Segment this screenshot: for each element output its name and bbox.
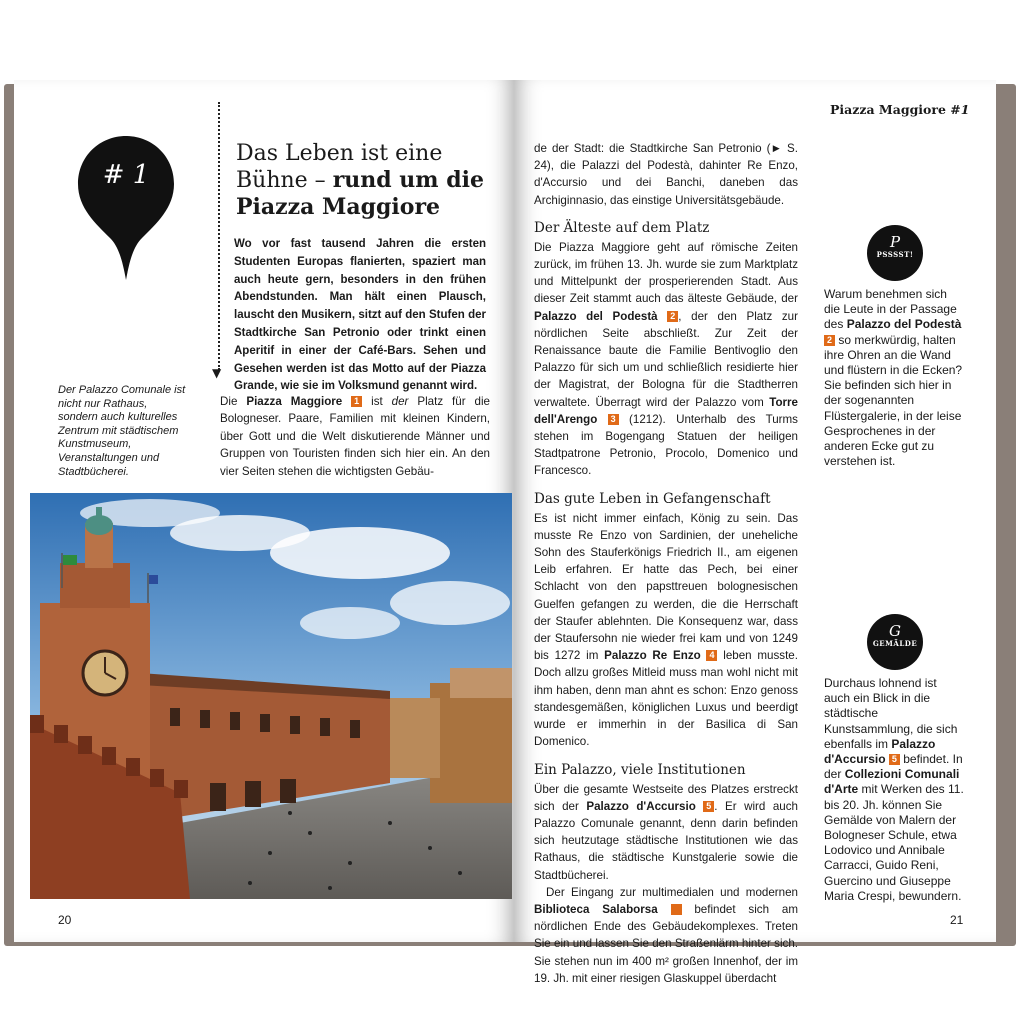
paragraph: Über die gesamte Westseite des Platzes erstreckt sich der Palazzo d'Accursio 5 . Er wird auch Palazzo Comunale genannt, denn darin befinden sich heutzutage städtische Institutionen wie das Rathaus, die städtische Kunstgalerie sowie die Stadtbücherei.: [534, 782, 798, 882]
location-number-badge: 5: [889, 754, 900, 765]
place-name: Collezioni Comunali d'Arte: [824, 767, 960, 797]
paragraph: Die Piazza Maggiore geht auf römische Zeiten zurück, im frühen 13. Jh. wurde sie zum Marktplatz und Mittelpunkt der prosperierenden Stadt. Aus dieser Zeit stammt auch das älteste Gebäude, der Palazzo del Podestà 2 , der den Platz zur nördlichen Seite abschließt. Zur Zeit der Renaissance baute die Familie Bentivoglio den Palazzo für sich um und schließlich residierte hier der Magistrat, der Bologna für die Stadtherren verwaltete. Überragt wird der Palazzo vom Torre dell'Arengo 3 (1212). Unterhalb des Turms stehen im Bogengang Statuen der heiligen Stadtpatrone Petronio, Procolo, Domenico und Francesco.: [534, 240, 798, 478]
title-bold: rund um die Piazza Maggiore: [236, 167, 484, 220]
section-heading: Ein Palazzo, viele Institutionen: [534, 761, 746, 778]
lead-paragraph: Wo vor fast tausend Jahren die ersten Studenten Europas flanierten, spaziert man auch heute gern, besonders in den frühen Abendstunden. Man hält einen Plausch, lauscht den Musikern, sitzt auf den Stufen der Stadtkirche San Petronio oder trinkt einen Aperitif in einer der Café-Bars. Sehen und Gesehen werden ist das Motto auf der Piazza Grande, wie sie im Volksmund genannt wird.: [234, 238, 486, 393]
section-heading: Das gute Leben in Gefangenschaft: [534, 490, 771, 507]
place-name: Palazzo del Podestà: [534, 309, 658, 323]
paragraph: Der Eingang zur multimedialen und modernen Biblioteca Salaborsa 6 befindet sich am nördlichen Ende des Gebäudekomplexes. Treten Sie ein und lassen Sie den Straßenlärm hinter sich. Sie stehen nun im 400 m² großen Innenhof, der im 19. Jh. mit einer riesigen Glaskuppel überdacht: [534, 885, 798, 985]
section-heading: Der Älteste auf dem Platz: [534, 219, 710, 236]
tip-text-gemaelde: Durchaus lohnend ist auch ein Blick in die städtische Kunstsammlung, die sich ebenfalls im Palazzo d'Accursio 5 befindet. In der Collezioni Comunali d'Arte mit Werken des 11. bis 20. Jh. können Sie Gemälde von Malern der Bologneser Schule, etwa Lodovico und Annibale Carracci, Guido Reni, Guercino und Giuseppe Maria Crespi, bewundern.: [824, 676, 964, 903]
place-name: Palazzo d'Accursio: [586, 799, 696, 813]
location-number-badge: 2: [824, 335, 835, 346]
location-number-badge: 2: [667, 311, 678, 322]
gemaelde-tip-icon: G GEMÄLDE: [867, 614, 923, 670]
place-name: Torre dell'Arengo: [534, 395, 798, 426]
place-name: Palazzo del Podestà: [846, 317, 962, 332]
location-marker-icon: [76, 134, 176, 282]
paragraph: Es ist nicht immer einfach, König zu sein. Das musste Re Enzo von Sardinien, der uneheliche Sohn des Stauferkönigs Friedrich II., am eigenen Leib erfahren. Er hatte das Pech, bei einer Schlacht von den papsttreuen bolognesischen Guelfen gefangen zu werden, die die Herrschaft der Staufer ablehnten. Die Konsequenz war, dass der Staufersohn nie wieder frei kam und von 1249 bis 1272 im Palazzo Re Enzo 4 leben musste. Doch allzu großes Mitleid muss man wohl nicht mit ihm haben, denn man ahnt es schon: Enzo genoss standesgemäßen, königlichen Luxus und beerdigt wurde er immerhin in der Basilica di San Domenico.: [534, 511, 798, 749]
location-number-badge: 1: [351, 396, 362, 407]
tip-text-pssst: Warum benehmen sich die Leute in der Passage des Palazzo del Podestà 2 so merkwürdig, halten ihre Ohren an die Wand und flüstern in die Ecken? Sie befinden sich hier in der sogenannten Flüstergalerie, in der leise Gesprochenes in der anderen Ecke gut zu verstehen ist.: [824, 287, 963, 469]
chapter-title: [236, 140, 506, 221]
title-regular: Das Leben ist eine Bühne –: [236, 141, 443, 193]
dotted-divider: [218, 102, 220, 370]
place-name: Palazzo Re Enzo: [604, 649, 701, 663]
page-number-left: 20: [58, 913, 72, 927]
place-name: Palazzo d'Accursio: [824, 736, 936, 767]
pssst-tip-icon: P PSSSST!: [867, 225, 923, 281]
main-column: [534, 140, 798, 987]
location-number-badge: 6: [671, 904, 682, 915]
running-head: Piazza Maggiore #1: [830, 102, 970, 117]
chapter-marker-label: # 1: [102, 160, 150, 190]
piazza-photo: [30, 493, 512, 899]
location-number-badge: 4: [706, 650, 717, 661]
location-number-badge: 3: [608, 414, 619, 425]
location-number-badge: 5: [703, 801, 714, 812]
continuation-text: de der Stadt: die Stadtkirche San Petronio (► S. 24), die Palazzi del Podestà, dahinter Re Enzo, d'Accursio und dei Banchi, daneben das Archiginnasio, das einstige Universitätsgebäude.: [534, 142, 798, 207]
photo-caption: Der Palazzo Comunale ist nicht nur Rathaus, sondern auch kulturelles Zentrum mit städtischem Kunstmuseum, Veranstaltungen und Stadtbücherei.: [58, 384, 186, 478]
place-name: Piazza Maggiore: [246, 395, 343, 408]
arrow-down-icon: ▼: [212, 366, 222, 380]
body-text-left: Die Piazza Maggiore 1 ist der Platz für die Bologneser. Paare, Familien mit kleinen Kindern, über Gott und die Welt diskutierende Männer und Gruppen von Touristen finden sich hier ein. An den vier Seiten stehen die wichtigsten Gebäu-: [220, 395, 490, 478]
page-number-right: 21: [950, 913, 964, 927]
place-name: Biblioteca Salaborsa: [534, 902, 658, 916]
